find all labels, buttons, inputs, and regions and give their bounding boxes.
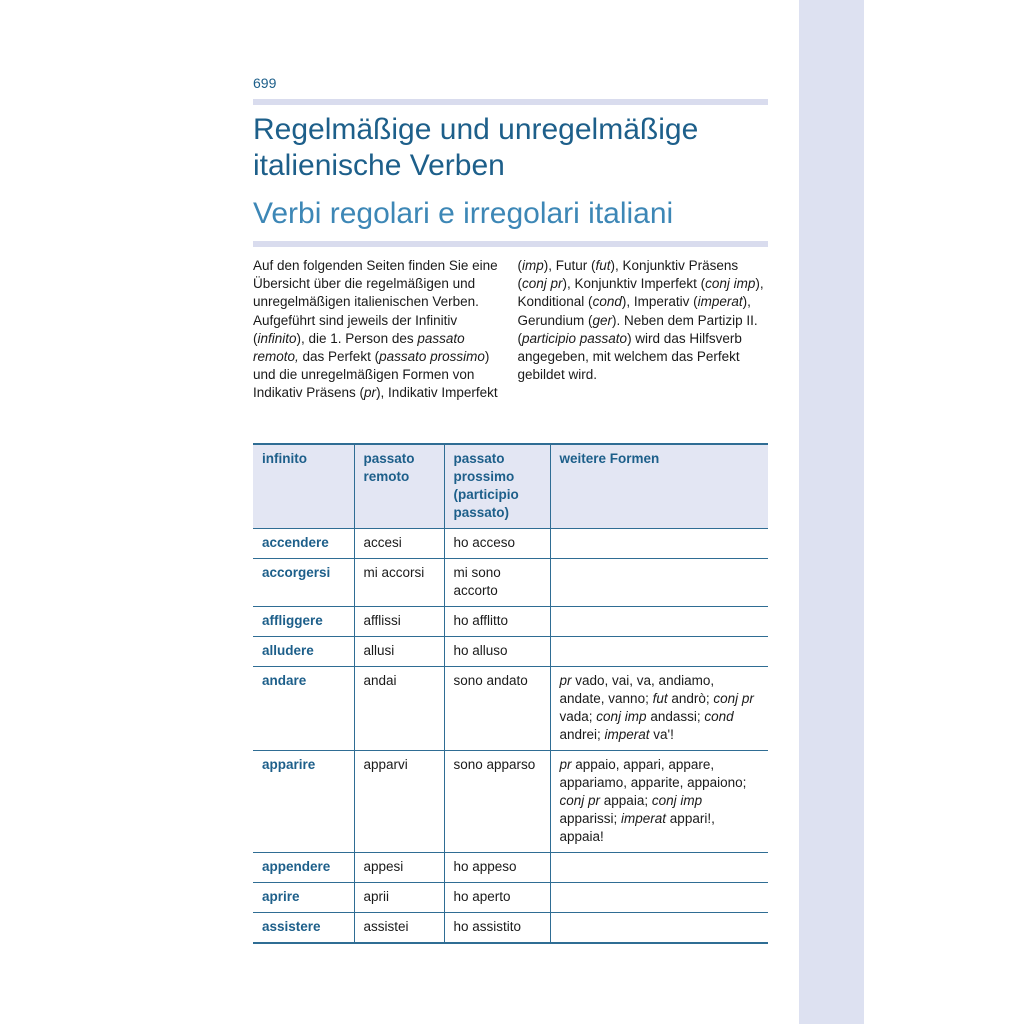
- intro-run: ), Konjunktiv Präsens (: [517, 258, 739, 292]
- cell-weitere-formen: [550, 529, 768, 559]
- page-title-german: [253, 112, 793, 184]
- intro-run: ), Indikativ Imperfekt (: [376, 258, 522, 401]
- title-divider: [253, 241, 768, 247]
- intro-paragraph: [253, 257, 768, 403]
- cell-infinito: affliggere: [253, 607, 354, 637]
- cell-infinito: assistere: [253, 913, 354, 944]
- cell-passato-remoto: appesi: [354, 853, 444, 883]
- form-run: conj pr: [713, 691, 754, 706]
- cell-passato-remoto: assistei: [354, 913, 444, 944]
- intro-run: passato remoto,: [253, 330, 465, 365]
- cell-weitere-formen: [550, 667, 768, 751]
- intro-run: das Perfekt (: [298, 349, 380, 365]
- table-row: [253, 913, 768, 944]
- table-row: [253, 637, 768, 667]
- intro-run: ger: [592, 312, 613, 328]
- header-passato-prossimo: passato prossimo (participio passato): [444, 444, 550, 529]
- intro-run: ), Gerundium (: [517, 294, 751, 328]
- cell-passato-prossimo: ho alluso: [444, 637, 550, 667]
- table-row: [253, 853, 768, 883]
- intro-run: cond: [592, 294, 622, 310]
- intro-run: fut: [595, 258, 611, 273]
- intro-run: ) und die unregelmäßigen Formen von Indikativ Präsens (: [253, 349, 490, 401]
- cell-infinito: aprire: [253, 883, 354, 913]
- intro-run: infinito: [257, 330, 297, 346]
- cell-passato-prossimo: ho assistito: [444, 913, 550, 944]
- form-run: imperat: [604, 727, 650, 742]
- cell-infinito: apparire: [253, 751, 354, 853]
- intro-run: conj pr: [522, 276, 563, 292]
- page-number: 699: [253, 75, 277, 91]
- cell-passato-prossimo: ho acceso: [444, 529, 550, 559]
- intro-text: [253, 257, 768, 403]
- form-run: appaio, appari, appare, appariamo, apparite, appaiono;: [559, 757, 747, 790]
- cell-weitere-formen: [550, 751, 768, 853]
- cell-weitere-formen: [550, 637, 768, 667]
- intro-run: ), die 1. Person des: [296, 330, 418, 346]
- intro-run: ), Konjunktiv Imperfekt (: [562, 276, 706, 292]
- title-line-2: italienische Verben: [253, 149, 505, 182]
- cell-passato-prossimo: sono andato: [444, 667, 550, 751]
- cell-passato-remoto: apparvi: [354, 751, 444, 853]
- cell-passato-remoto: aprii: [354, 883, 444, 913]
- form-run: andrò;: [667, 691, 714, 706]
- form-run: appari!, appaia!: [559, 811, 715, 844]
- cell-passato-prossimo: ho aperto: [444, 883, 550, 913]
- side-strip: [799, 0, 864, 1024]
- form-run: conj imp: [596, 709, 647, 724]
- intro-run: ). Neben dem Partizip II. (: [517, 312, 758, 346]
- title-line-1: Regelmäßige und unregelmäßige: [253, 113, 699, 146]
- intro-run: participio passato: [522, 330, 628, 346]
- intro-run: ), Imperativ (: [621, 294, 698, 310]
- header-infinito: infinito: [253, 444, 354, 529]
- table-row: [253, 607, 768, 637]
- cell-passato-prossimo: ho afflitto: [444, 607, 550, 637]
- cell-passato-remoto: allusi: [354, 637, 444, 667]
- form-run: conj imp: [651, 793, 703, 808]
- intro-run: imperat: [697, 294, 743, 310]
- cell-weitere-formen: [550, 559, 768, 607]
- cell-infinito: appendere: [253, 853, 354, 883]
- table-row: [253, 883, 768, 913]
- form-run: appaia;: [600, 793, 652, 808]
- intro-run: imp: [522, 258, 544, 273]
- table-row: [253, 751, 768, 853]
- cell-passato-remoto: mi accorsi: [354, 559, 444, 607]
- table-row: [253, 667, 768, 751]
- top-divider: [253, 99, 768, 105]
- form-run: andrei;: [559, 727, 605, 742]
- intro-run: Auf den folgenden Seiten finden Sie eine Übersicht über die regelmäßigen und unregelmäßigen italienischen Verben. Aufgeführt sind jeweils der Infinitiv (: [253, 258, 498, 346]
- cell-infinito: andare: [253, 667, 354, 751]
- intro-run: ), Konditional (: [517, 276, 764, 310]
- cell-passato-prossimo: ho appeso: [444, 853, 550, 883]
- cell-passato-remoto: accesi: [354, 529, 444, 559]
- cell-infinito: accorgersi: [253, 559, 354, 607]
- table-header-row: [253, 444, 768, 529]
- intro-run: ) wird das Hilfsverb angegeben, mit welchem das Perfekt gebildet wird.: [517, 330, 742, 383]
- page-title-italian: Verbi regolari e irregolari italiani: [253, 197, 674, 230]
- form-run: vada;: [559, 709, 597, 724]
- cell-passato-remoto: afflissi: [354, 607, 444, 637]
- form-run: va'!: [649, 727, 674, 742]
- cell-weitere-formen: [550, 913, 768, 944]
- header-passato-remoto: passato remoto: [354, 444, 444, 529]
- form-run: vado, vai, va, andiamo, andate, vanno;: [559, 673, 715, 706]
- form-run: fut: [652, 691, 668, 706]
- cell-infinito: accendere: [253, 529, 354, 559]
- form-run: imperat: [621, 811, 667, 826]
- cell-weitere-formen: [550, 607, 768, 637]
- cell-passato-prossimo: mi sono accorto: [444, 559, 550, 607]
- intro-run: ), Futur (: [543, 258, 596, 273]
- cell-weitere-formen: [550, 853, 768, 883]
- form-run: apparissi;: [559, 811, 622, 826]
- intro-run: pr: [364, 385, 377, 401]
- cell-infinito: alludere: [253, 637, 354, 667]
- cell-passato-prossimo: sono apparso: [444, 751, 550, 853]
- form-run: pr: [559, 757, 572, 772]
- cell-weitere-formen: [550, 883, 768, 913]
- form-run: andassi;: [646, 709, 705, 724]
- table-row: [253, 529, 768, 559]
- intro-run: conj imp: [705, 276, 756, 292]
- cell-passato-remoto: andai: [354, 667, 444, 751]
- intro-run: passato prossimo: [379, 349, 485, 365]
- form-run: pr: [559, 673, 572, 688]
- verb-table: [253, 443, 768, 944]
- table-row: [253, 559, 768, 607]
- form-run: conj pr: [559, 793, 601, 808]
- header-weitere-formen: weitere Formen: [550, 444, 768, 529]
- form-run: cond: [704, 709, 734, 724]
